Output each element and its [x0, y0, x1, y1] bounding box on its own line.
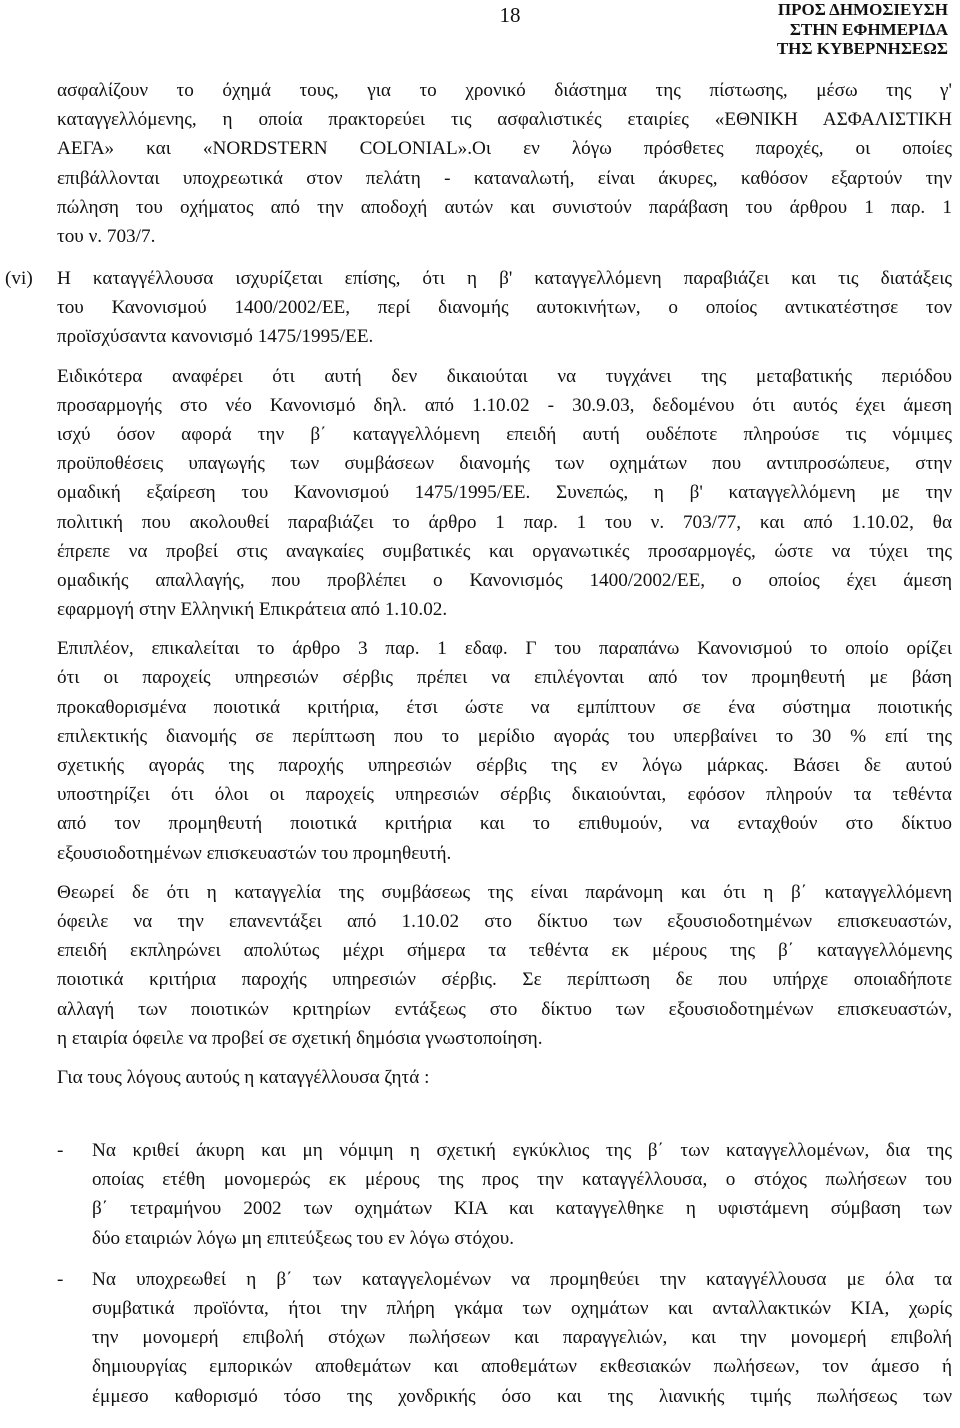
header-line: ΠΡΟΣ ΔΗΜΟΣΙΕΥΣΗ [777, 0, 948, 19]
text-line: πώληση του οχήματος από την αποδοχή αυτών και συνιστούν παράβαση του άρθρου 1 παρ. 1 [57, 196, 952, 218]
request-item [57, 1136, 952, 1253]
text-line: καταγγελλόμενης, η οποία πρακτορεύει τις ασφαλιστικές εταιρίες «ΕΘΝΙΚΗ ΑΣΦΑΛΙΣΤΙΚΗ [57, 109, 952, 131]
request-item [57, 1265, 952, 1411]
text-line: ότι οι παροχείς υπηρεσιών σέρβις πρέπει να επιλέγονται από τον προμηθευτή με βάση [57, 667, 952, 689]
text-line: δημιουργίας εμπορικών αποθεμάτων και αποθεμάτων εκθεσιακών πωλήσεων, τον άμεσο ή [92, 1356, 952, 1378]
text-line: του ν. 703/7. [57, 225, 156, 247]
text-line: έπρεπε να προβεί στις αναγκαίες συμβατικές και οργανωτικές προσαρμογές, ώστε να τύχει της [57, 540, 952, 562]
paragraph [57, 362, 952, 625]
text-line: Να κριθεί άκυρη και μη νόμιμη η σχετική εγκύκλιος της β΄ των καταγγελλομένων, δια της [92, 1140, 952, 1161]
text-line: Για τους λόγους αυτούς η καταγγέλλουσα ζητά : [57, 1066, 430, 1088]
request-text [92, 1265, 952, 1411]
paragraph [57, 878, 952, 1053]
text-line: όφειλε να την επανεντάξει από 1.10.02 στο δίκτυο των εξουσιοδοτημένων επισκευαστών, [57, 910, 952, 932]
text-line: πολιτική που ακολουθεί παραβιάζει το άρθρο 1 παρ. 1 του ν. 703/77, και από 1.10.02, θα [57, 511, 952, 533]
text-line: ισχύ όσον αφορά την β΄ καταγγελλόμενη επειδή αυτή ουδέποτε πληρούσε τις νόμιμες [57, 423, 952, 445]
item-marker: (vi) [5, 268, 33, 289]
publication-header [777, 0, 948, 59]
text-line: προσαρμογής στο νέο Κανονισμό δηλ. από 1.10.02 - 30.9.03, δεδομένου ότι αυτός έχει άμεση [57, 394, 952, 416]
text-line: Να υποχρεωθεί η β΄ των καταγγελομένων να προμηθεύει την καταγγέλλουσα με όλα τα [92, 1268, 952, 1290]
list-dash: - [57, 1268, 64, 1290]
text-line: αλλαγή των ποιοτικών κριτηρίων εντάξεως στο δίκτυο των εξουσιοδοτημένων επισκευαστών, [57, 998, 952, 1020]
text-line: Θεωρεί δε ότι η καταγγελία της συμβάσεως της είναι παράνομη και ότι η β΄ καταγγελλόμενη [57, 881, 952, 903]
text-line: εφαρμογή στην Ελληνική Επικράτεια από 1.10.02. [57, 599, 448, 621]
text-line: Επιπλέον, επικαλείται το άρθρο 3 παρ. 1 εδαφ. Γ του παραπάνω Κανονισμού το οποίο ορίζει [57, 638, 952, 660]
text-line: ποιοτικά κριτήρια παροχής υπηρεσιών σέρβις. Σε περίπτωση δε που υπήρχε οποιαδήποτε [57, 969, 952, 991]
text-line: ομαδικής απαλλαγής, που προβλέπει ο Κανονισμός 1400/2002/ΕΕ, ο οποίος έχει άμεση [57, 569, 952, 591]
item-body [57, 264, 952, 1102]
text-line: δύο εταιριών λόγω μη επιτεύξεως του εν λόγω στόχου. [92, 1227, 515, 1249]
text-line: ΑΕΓΑ» και «NORDSTERN COLONIAL».Οι εν λόγω πρόσθετες παροχές, οι οποίες [57, 138, 952, 160]
paragraph [57, 634, 952, 868]
text-line: σχετικής αγοράς της παροχής υπηρεσιών σέρβις της εν λόγω μάρκας. Βάσει δε αυτού [57, 755, 952, 776]
text-line: επειδή εκπληρώνει απολύτως μέχρι σήμερα τα τεθέντα εκ μέρους της β΄ καταγγελλόμενης [57, 940, 952, 962]
paragraph [57, 264, 952, 352]
text-line: προϊσχύσαντα κανονισμό 1475/1995/ΕΕ. [57, 326, 374, 348]
list-dash: - [57, 1140, 64, 1161]
text-line: προϋποθέσεις υπαγωγής των συμβάσεων διανομής των οχημάτων που αντιπροσώπευε, στην [57, 453, 952, 475]
paragraph [57, 1063, 952, 1092]
text-line: προκαθορισμένα ποιοτικά κριτήρια, έτσι ώστε να εμπίπτουν σε ένα σύστημα ποιοτικής [57, 696, 952, 718]
text-line: επιλεκτικής διανομής σε περίπτωση που το μερίδιο αγοράς του υπερβαίνει το 30 % επί της [57, 725, 952, 747]
text-line: εξουσιοδοτημένων επισκευαστών του προμηθευτή. [57, 842, 452, 864]
header-line: ΣΤΗΝ ΕΦΗΜΕΡΙΔΑ [789, 19, 948, 39]
text-line: συμβατικά προϊόντα, ήτοι την πλήρη γκάμα των οχημάτων και ανταλλακτικών ΚΙΑ, χωρίς [92, 1297, 952, 1319]
header-line: ΤΗΣ ΚΥΒΕΡΝΗΣΕΩΣ [776, 39, 948, 58]
text-line: ομαδική εξαίρεση του Κανονισμού 1475/1995/ΕΕ. Συνεπώς, η β' καταγγελλόμενη με την [57, 482, 952, 504]
text-line: Η καταγγέλλουσα ισχυρίζεται επίσης, ότι η β' καταγγελλόμενη παραβιάζει και τις διατάξεις [57, 268, 952, 289]
page-number: 18 [499, 3, 521, 27]
request-text [92, 1136, 952, 1253]
text-line: οποίας ετέθη μονομερώς εκ μέρους της προς την καταγγέλλουσα, ο στόχος πωλήσεων του [92, 1169, 952, 1191]
text-line: β΄ τετραμήνου 2002 των οχημάτων ΚΙΑ και καταγγελθηκε η υφιστάμενη σύμβαση των [92, 1198, 952, 1220]
request-list [57, 1136, 952, 1423]
text-line: Ειδικότερα αναφέρει ότι αυτή δεν δικαιούται να τυγχάνει της μεταβατικής περιόδου [57, 365, 952, 387]
text-line: έμμεσο καθορισμό τόσο της χονδρικής όσο και της λιανικής τιμής πωλήσεως των [92, 1385, 952, 1407]
text-line: του Κανονισμού 1400/2002/ΕΕ, περί διανομής αυτοκινήτων, ο οποίος αντικατέστησε τον [57, 297, 952, 319]
text-line: υποστηρίζει ότι όλοι οι παροχείς υπηρεσιών σέρβις δικαιούνται, εφόσον πληρούν τα τεθέντα [57, 784, 952, 806]
text-line: την μονομερή επιβολή στόχων πωλήσεων και παραγγελιών, και την μονομερή επιβολή [92, 1327, 952, 1349]
text-line: επιβάλλονται υποχρεωτικά στον πελάτη - καταναλωτή, είναι άκυρες, καθόσον εξαρτούν την [57, 167, 952, 189]
continuation-paragraph [57, 76, 952, 251]
text-line: η εταιρία όφειλε να προβεί σε σχετική δημόσια γνωστοποίηση. [57, 1027, 543, 1049]
text-line: ασφαλίζουν το όχημά τους, για το χρονικό διάστημα της πίστωσης, μέσω της γ' [57, 80, 952, 101]
text-line: από τον προμηθευτή ποιοτικά κριτήρια και το επιθυμούν, να ενταχθούν στο δίκτυο [57, 813, 952, 835]
